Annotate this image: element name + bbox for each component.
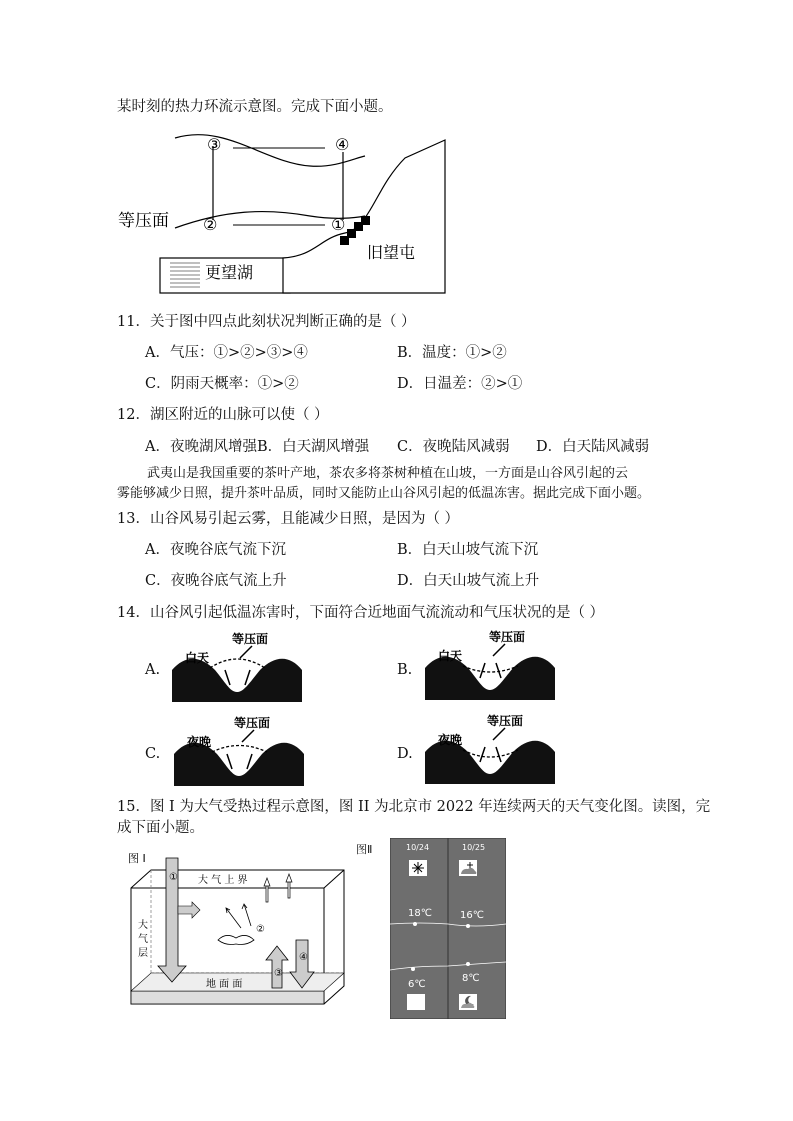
- intro-text: 某时刻的热力环流示意图。完成下面小题。: [117, 99, 393, 115]
- lake-label: 更望湖: [205, 263, 254, 282]
- fig-i-side-2: 气: [138, 934, 148, 945]
- fig-i-n3: ③: [274, 968, 283, 979]
- isobar-label-d: 等压面: [487, 714, 524, 728]
- night-label: 夜晚: [187, 735, 212, 749]
- valley-diagram-a: [170, 630, 305, 705]
- day-1-date: 10/24: [406, 843, 430, 852]
- fig-i-n1: ①: [169, 872, 178, 883]
- q14-stem: 14．山谷风引起低温冻害时，下面符合近地面气流流动和气压状况的是（ ）: [117, 605, 605, 621]
- passage-line-1: 武夷山是我国重要的茶叶产地，茶农多将茶树种植在山坡，一方面是山谷风引起的云: [147, 466, 629, 481]
- village-label: 旧望屯: [367, 243, 416, 262]
- thermal-circulation-diagram: [115, 128, 450, 298]
- day-1-low: 6℃: [408, 979, 426, 990]
- day-2-low: 8℃: [462, 973, 480, 984]
- q12-option-c: C．夜晚陆风减弱: [397, 439, 510, 455]
- q13-option-a: A．夜晚谷底气流下沉: [145, 542, 286, 558]
- fig-i-side-1: 大: [138, 920, 148, 931]
- isobar-label-b: 等压面: [489, 630, 526, 644]
- q14-option-d-label: D.: [397, 746, 413, 762]
- day-label: 白天: [438, 649, 463, 663]
- q12-option-d: D．白天陆风减弱: [536, 439, 650, 455]
- isobar-label-c: 等压面: [234, 716, 271, 730]
- point-1: ①: [331, 215, 346, 234]
- q12-option-b: B．白天湖风增强: [257, 439, 370, 455]
- point-3: ③: [207, 135, 222, 154]
- q13-option-b: B．白天山坡气流下沉: [397, 542, 539, 558]
- fig-i-top-label: 大 气 上 界: [198, 875, 248, 886]
- fig-ii-title: 图Ⅱ: [356, 843, 373, 856]
- q11-option-a: A．气压：①>②>③>④: [145, 345, 308, 361]
- q14-option-a-label: A.: [145, 662, 161, 678]
- q13-option-d: D．白天山坡气流上升: [397, 573, 540, 589]
- passage-line-2: 雾能够减少日照，提升茶叶品质，同时又能防止山谷风引起的低温冻害。据此完成下面小题。: [117, 486, 651, 501]
- fig-i-n2: ②: [256, 924, 265, 935]
- day-2-high: 16℃: [460, 910, 484, 921]
- q11-option-d: D．日温差：②>①: [397, 376, 523, 392]
- q14-option-b-label: B.: [397, 662, 413, 678]
- q12-stem: 12．湖区附近的山脉可以使（ ）: [117, 407, 329, 423]
- q11-option-b: B．温度：①>②: [397, 345, 507, 361]
- valley-diagram-c: [172, 714, 307, 789]
- atmosphere-heating-diagram: [126, 848, 354, 1010]
- fig-i-n4: ④: [299, 952, 308, 963]
- isobar-label: 等压面: [118, 211, 169, 231]
- point-4: ④: [335, 135, 350, 154]
- isobar-label-a: 等压面: [232, 632, 269, 646]
- night-label: 夜晚: [438, 733, 463, 747]
- fig-i-side-3: 层: [138, 948, 148, 959]
- day-label: 白天: [185, 651, 210, 665]
- q15-line-1: 15．图 I 为大气受热过程示意图，图 II 为北京市 2022 年连续两天的天气变化图。读图，完: [117, 799, 711, 815]
- q12-option-a: A．夜晚湖风增强: [145, 439, 257, 455]
- fig-i-ground-label: 地 面 面: [206, 979, 243, 990]
- q13-stem: 13．山谷风易引起云雾，且能减少日照，是因为（ ）: [117, 511, 460, 527]
- weather-panel: [390, 838, 506, 1019]
- fig-i-title: 图 I: [128, 852, 146, 865]
- q11-option-c: C．阴雨天概率：①>②: [145, 376, 299, 392]
- q15-line-2: 成下面小题。: [117, 820, 204, 836]
- day-1-high: 18℃: [408, 908, 432, 919]
- valley-diagram-d: [423, 712, 558, 787]
- point-2: ②: [203, 215, 218, 234]
- q11-stem: 11．关于图中四点此刻状况判断正确的是（ ）: [117, 314, 416, 330]
- q13-option-c: C．夜晚谷底气流上升: [145, 573, 287, 589]
- q14-option-c-label: C.: [145, 746, 161, 762]
- valley-diagram-b: [423, 628, 558, 703]
- day-2-date: 10/25: [462, 843, 486, 852]
